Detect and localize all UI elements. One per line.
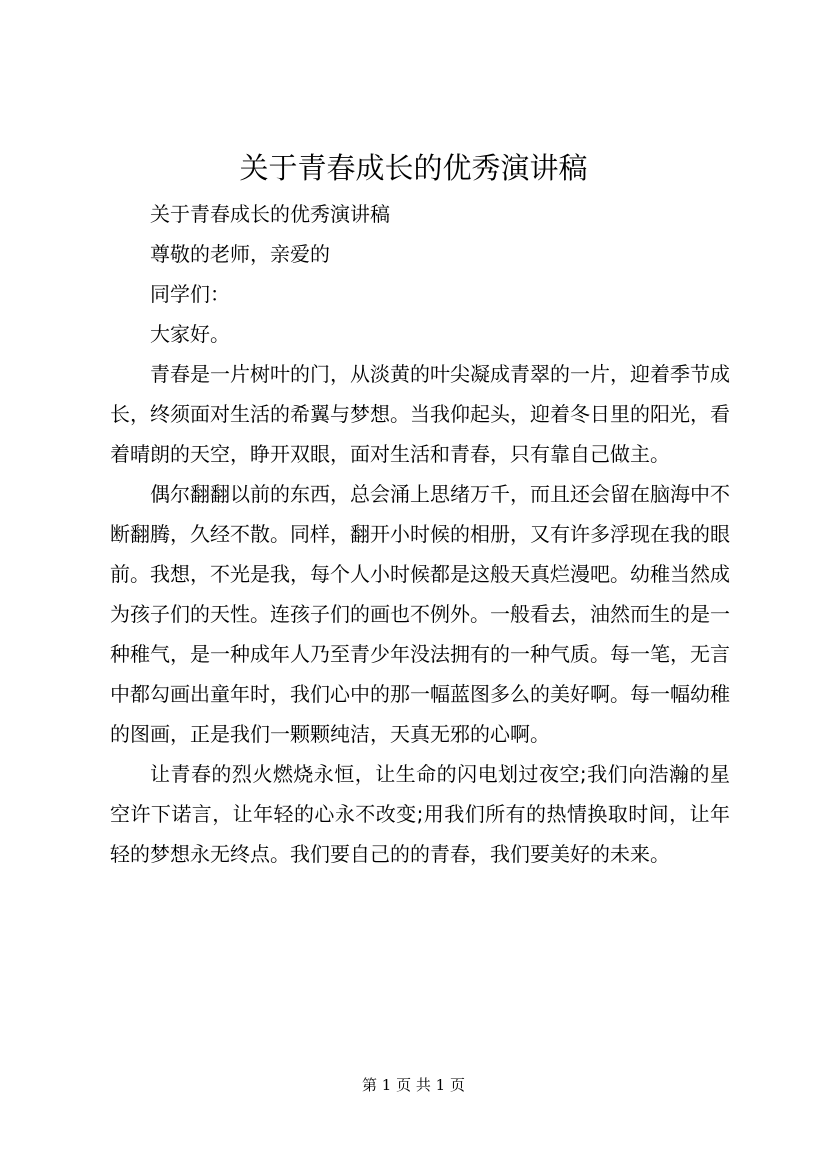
paragraph-body-3: 让青春的烈火燃烧永恒，让生命的闪电划过夜空;我们向浩瀚的星空许下诺言，让年轻的心永不改变;用我们所有的热情换取时间，让年轻的梦想永无终点。我们要自己的的青春，我们要美好的未来。 — [110, 762, 730, 866]
document-body — [110, 194, 730, 874]
page-footer: 第 1 页 共 1 页 — [362, 1076, 465, 1094]
paragraph-body-1: 青春是一片树叶的门，从淡黄的叶尖凝成青翠的一片，迎着季节成长，终须面对生活的希翼与梦想。当我仰起头，迎着冬日里的阳光，看着晴朗的天空，睁开双眼，面对生活和青春，只有靠自己做主。 — [110, 362, 730, 466]
paragraph-body-2: 偶尔翻翻以前的东西，总会涌上思绪万千，而且还会留在脑海中不断翻腾，久经不散。同样，翻开小时候的相册，又有许多浮现在我的眼前。我想，不光是我，每个人小时候都是这般天真烂漫吧。幼稚当然成为孩子们的天性。连孩子们的画也不例外。一般看去，油然而生的是一种稚气，是一种成年人乃至青少年没法拥有的一种气质。每一笔，无言中都勾画出童年时，我们心中的那一幅蓝图多么的美好啊。每一幅幼稚的图画，正是我们一颗颗纯洁，天真无邪的心啊。 — [110, 482, 730, 746]
paragraph-salutation: 尊敬的老师，亲爱的 — [150, 242, 330, 266]
document-title: 关于青春成长的优秀演讲稿 — [239, 151, 588, 185]
paragraph-greeting: 大家好。 — [150, 322, 230, 346]
paragraph-salutation-cont: 同学们： — [150, 282, 230, 306]
paragraph-heading: 关于青春成长的优秀演讲稿 — [150, 202, 390, 226]
